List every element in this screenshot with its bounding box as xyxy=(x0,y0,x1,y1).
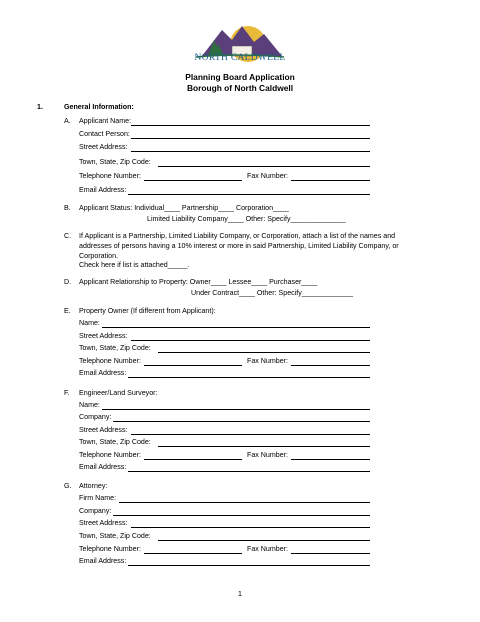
attorney-firm-field[interactable] xyxy=(119,502,370,503)
section-c-letter: C. xyxy=(64,232,72,240)
email-field[interactable] xyxy=(128,194,370,195)
section-f-heading: Engineer/Land Surveyor: xyxy=(79,389,158,397)
engineer-fax-field[interactable] xyxy=(291,459,370,460)
engineer-name-label: Name: xyxy=(79,401,100,409)
engineer-street-label: Street Address: xyxy=(79,426,128,434)
section-c-line3: Corporation. xyxy=(79,252,119,260)
attorney-company-field[interactable] xyxy=(113,515,370,516)
street-address-field[interactable] xyxy=(131,151,370,152)
section-b-letter: B. xyxy=(64,204,71,212)
engineer-telephone-field[interactable] xyxy=(144,459,242,460)
telephone-label: Telephone Number: xyxy=(79,172,141,180)
relationship-line1[interactable]: Applicant Relationship to Property: Owner____ Lessee____ Purchaser____ xyxy=(79,278,318,286)
owner-name-label: Name: xyxy=(79,319,100,327)
engineer-town-field[interactable] xyxy=(158,446,370,447)
attorney-company-label: Company: xyxy=(79,507,112,515)
owner-telephone-field[interactable] xyxy=(144,365,242,366)
page-number: 1 xyxy=(237,589,243,598)
town-field[interactable] xyxy=(158,166,370,167)
town-label: Town, State, Zip Code: xyxy=(79,158,151,166)
section-e-letter: E. xyxy=(64,307,71,315)
list-attached-checkbox[interactable]: Check here if list is attached_____. xyxy=(79,261,190,269)
owner-email-field[interactable] xyxy=(128,377,370,378)
owner-street-label: Street Address: xyxy=(79,332,128,340)
contact-person-label: Contact Person: xyxy=(79,130,130,138)
owner-name-field[interactable] xyxy=(102,327,370,328)
section-heading: General Information: xyxy=(64,103,134,111)
owner-town-label: Town, State, Zip Code: xyxy=(79,344,151,352)
street-address-label: Street Address: xyxy=(79,143,128,151)
applicant-status-line1[interactable]: Applicant Status: Individual____ Partnership____ Corporation____ xyxy=(79,204,289,212)
attorney-telephone-label: Telephone Number: xyxy=(79,545,141,553)
attorney-telephone-field[interactable] xyxy=(144,553,242,554)
form-subtitle: Borough of North Caldwell xyxy=(186,83,294,93)
attorney-email-label: Email Address: xyxy=(79,557,127,565)
section-g-heading: Attorney: xyxy=(79,482,108,490)
section-f-letter: F. xyxy=(64,389,70,397)
owner-email-label: Email Address: xyxy=(79,369,127,377)
attorney-street-field[interactable] xyxy=(131,527,370,528)
contact-person-field[interactable] xyxy=(131,138,370,139)
attorney-firm-label: Firm Name: xyxy=(79,494,117,502)
owner-town-field[interactable] xyxy=(158,352,370,353)
engineer-email-label: Email Address: xyxy=(79,463,127,471)
engineer-fax-label: Fax Number: xyxy=(247,451,288,459)
applicant-name-field[interactable] xyxy=(131,125,370,126)
applicant-name-label: Applicant Name: xyxy=(79,117,132,125)
engineer-town-label: Town, State, Zip Code: xyxy=(79,438,151,446)
engineer-email-field[interactable] xyxy=(128,471,370,472)
section-c-line1: If Applicant is a Partnership, Limited Liability Company, or Corporation, attach a list of the names and xyxy=(79,232,396,240)
form-title: Planning Board Application xyxy=(185,72,295,82)
applicant-status-line2[interactable]: Limited Liability Company____ Other: Specify______________ xyxy=(147,215,346,223)
section-g-letter: G. xyxy=(64,482,72,490)
logo-text: NORTH CALDWELL xyxy=(194,53,286,63)
attorney-fax-label: Fax Number: xyxy=(247,545,288,553)
relationship-line2[interactable]: Under Contract____ Other: Specify_____________ xyxy=(191,289,354,297)
attorney-fax-field[interactable] xyxy=(291,553,370,554)
section-d-letter: D. xyxy=(64,278,72,286)
attorney-email-field[interactable] xyxy=(128,565,370,566)
email-label: Email Address: xyxy=(79,186,127,194)
section-c-line2: addresses of persons having a 10% interest or more in said Partnership, Limited Liability Company, or xyxy=(79,242,399,250)
section-a-letter: A. xyxy=(64,117,71,125)
fax-field[interactable] xyxy=(291,180,370,181)
fax-label: Fax Number: xyxy=(247,172,288,180)
engineer-company-label: Company: xyxy=(79,413,112,421)
section-number: 1. xyxy=(37,103,43,111)
engineer-street-field[interactable] xyxy=(131,434,370,435)
engineer-name-field[interactable] xyxy=(102,409,370,410)
owner-street-field[interactable] xyxy=(131,340,370,341)
attorney-street-label: Street Address: xyxy=(79,519,128,527)
attorney-town-field[interactable] xyxy=(158,540,370,541)
engineer-company-field[interactable] xyxy=(113,421,370,422)
telephone-field[interactable] xyxy=(144,180,242,181)
section-e-heading: Property Owner (If different from Applicant): xyxy=(79,307,216,315)
owner-telephone-label: Telephone Number: xyxy=(79,357,141,365)
owner-fax-field[interactable] xyxy=(291,365,370,366)
engineer-telephone-label: Telephone Number: xyxy=(79,451,141,459)
owner-fax-label: Fax Number: xyxy=(247,357,288,365)
attorney-town-label: Town, State, Zip Code: xyxy=(79,532,151,540)
